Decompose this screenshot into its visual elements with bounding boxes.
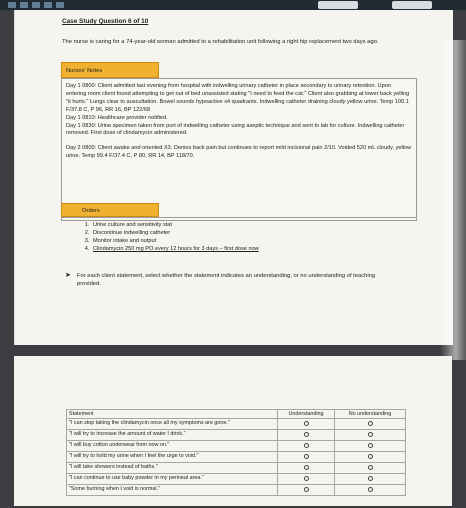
tab-orders[interactable]: Orders: [61, 203, 159, 217]
no-understanding-radio[interactable]: [368, 465, 373, 470]
no-understanding-radio[interactable]: [368, 421, 373, 426]
table-row: [67, 419, 406, 430]
table-row: [67, 463, 406, 474]
scenario-text: The nurse is caring for a 74-year-old woman admitted to a rehabilitation unit following a right hip replacement two days ago.: [62, 39, 379, 45]
understanding-radio[interactable]: [304, 432, 309, 437]
order-item: 2. Discontinue indwelling catheter: [91, 229, 417, 237]
nurses-notes-panel: [61, 78, 417, 221]
no-understanding-radio[interactable]: [368, 487, 373, 492]
menu-icon[interactable]: [8, 2, 68, 8]
answer-page: [14, 356, 452, 506]
no-understanding-radio[interactable]: [368, 432, 373, 437]
order-item: 1. Urine culture and sensitivity stat: [91, 221, 417, 229]
arrow-icon: ➤: [65, 272, 71, 279]
table-row: [67, 430, 406, 441]
order-item: 3. Monitor intake and output: [91, 237, 417, 245]
table-row: [67, 452, 406, 463]
no-understanding-radio[interactable]: [368, 454, 373, 459]
note-entry: Day 1 0800: Client admitted last evening from hospital with indwelling urinary catheter in place secondary to urinary retention. Upon entering room client found attempting to get out of bed unassisted stating "I need to feed the cat." Client also grabbing at lower back yelling "it hurts." Lungs clear to auscultation. Bowel sounds hypoactive x4 quadrants. Indwelling catheter draining cloudy yellow urine. Temp 100.1 F/37.8 C, P 96, RR 16, BP 122/68: [66, 83, 410, 113]
note-entry: Day 1 0830: Urine specimen taken from port of indwelling catheter using aseptic technique and sent to lab for culture. Indwelling catheter removed. First dose of clindamycin administered.: [66, 122, 405, 137]
note-entry: Day 1 0810: Healthcare provider notified.: [66, 114, 168, 121]
note-gap: [66, 138, 412, 145]
understanding-radio[interactable]: [304, 476, 309, 481]
no-understanding-radio[interactable]: [368, 443, 373, 448]
statement-cell: "I will buy cotton underwear from now on.": [67, 441, 278, 452]
statement-table: [66, 409, 406, 496]
understanding-radio[interactable]: [304, 454, 309, 459]
statement-cell: "I will try to increase the amount of water I drink.": [67, 430, 278, 441]
no-understanding-radio[interactable]: [368, 476, 373, 481]
top-toolbar: [0, 0, 466, 10]
understanding-radio[interactable]: [304, 465, 309, 470]
table-header-row: [67, 410, 406, 419]
toolbar-tab-1[interactable]: [318, 1, 358, 9]
note-entry: Day 2 0800: Client awake and oriented X3. Denies back pain but continues to report mild incisional pain 2/10. Voided 520 mL cloudy, yellow urine. Temp 99.4 F/37.4 C, P 80, RR 14, BP 118/70.: [66, 145, 412, 160]
header-no-understanding: No understanding: [335, 410, 406, 419]
header-statement: Statement: [67, 410, 278, 419]
statement-cell: "I can stop taking the clindamycin once all my symptoms are gone.": [67, 419, 278, 430]
page-title: Case Study Question 6 of 10: [62, 18, 149, 25]
notes-tab-row: [61, 62, 417, 78]
case-study-page: [14, 10, 453, 345]
tab-strip: [159, 62, 417, 79]
understanding-radio[interactable]: [304, 487, 309, 492]
understanding-radio[interactable]: [304, 421, 309, 426]
order-item: 4. Clindamycin 250 mg PO every 12 hours for 3 days – first dose now: [91, 245, 417, 253]
statement-cell: "I can continue to use baby powder in my perineal area.": [67, 474, 278, 485]
orders-panel: [61, 217, 417, 256]
question-instruction: [67, 272, 387, 288]
instruction-text: For each client statement, select whether the statement indicates an understanding, or no understanding of teaching provided.: [77, 273, 376, 288]
table-row: [67, 441, 406, 452]
statement-cell: "Some burning when I void is normal.": [67, 485, 278, 496]
statement-cell: "I will take showers instead of baths.": [67, 463, 278, 474]
tab-nurses-notes[interactable]: Nurses' Notes: [61, 62, 159, 78]
table-row: [67, 485, 406, 496]
header-understanding: Understanding: [278, 410, 335, 419]
statement-cell: "I will try to hold my urine when I feel the urge to void.": [67, 452, 278, 463]
toolbar-tab-2[interactable]: [392, 1, 432, 9]
table-row: [67, 474, 406, 485]
understanding-radio[interactable]: [304, 443, 309, 448]
